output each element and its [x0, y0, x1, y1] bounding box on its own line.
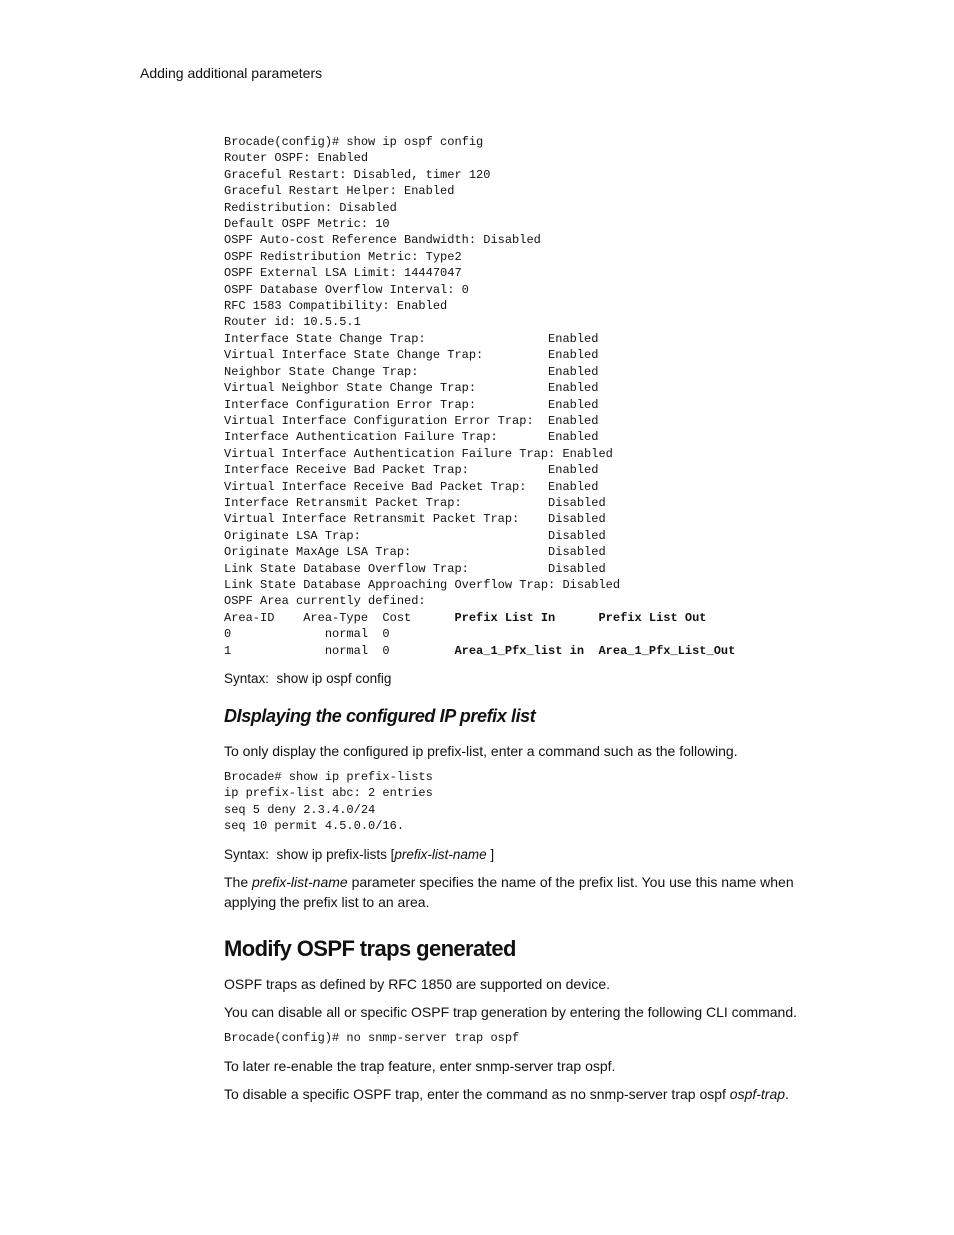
- code-line: Virtual Interface Configuration Error Trap: Enabled: [224, 413, 599, 428]
- area-row-1-prefix-out: Area_1_Pfx_List_Out: [598, 643, 736, 658]
- code-line: Interface Configuration Error Trap: Enabled: [224, 397, 599, 412]
- code-line: Link State Database Approaching Overflow Trap: Disabled: [224, 577, 621, 592]
- paragraph-prefix-list-name: [224, 872, 844, 912]
- code-line: OSPF Auto-cost Reference Bandwidth: Disabled: [224, 233, 541, 248]
- bracket-close: ]: [486, 846, 495, 862]
- paragraph-rfc-1850: OSPF traps as defined by RFC 1850 are supported on device.: [224, 975, 610, 992]
- syntax-label: Syntax:: [224, 671, 270, 686]
- running-header: Adding additional parameters: [140, 65, 323, 81]
- code-line: OSPF Redistribution Metric: Type2: [224, 249, 462, 264]
- text: To later re-enable the trap feature, enter: [224, 1058, 476, 1075]
- code-line: Interface Authentication Failure Trap: Enabled: [224, 430, 599, 445]
- code-line: Redistribution: Disabled: [224, 200, 397, 215]
- area-header-plain: Area-ID Area-Type Cost: [224, 610, 455, 625]
- area-row-0: 0 normal 0: [224, 627, 390, 642]
- param-name: ospf-trap: [729, 1086, 786, 1103]
- text: To disable a specific OSPF trap, enter the command as: [224, 1086, 571, 1103]
- syntax-command: show ip ospf config: [276, 671, 392, 686]
- code-line: seq 10 permit 4.5.0.0/16.: [224, 819, 405, 834]
- text: .: [785, 1086, 789, 1103]
- code-line: Interface State Change Trap: Enabled: [224, 331, 599, 346]
- section-heading-ospf-traps: Modify OSPF traps generated: [224, 935, 516, 961]
- syntax-command: show ip prefix-lists: [276, 846, 387, 862]
- code-line: Virtual Neighbor State Change Trap: Enabled: [224, 381, 599, 396]
- code-line: Graceful Restart: Disabled, timer 120: [224, 167, 491, 182]
- text: The: [224, 873, 253, 890]
- area-header-prefix-in: Prefix List In: [454, 610, 556, 625]
- area-header-gap: [555, 611, 598, 625]
- subheading-prefix-list: DIsplaying the configured IP prefix list: [224, 706, 536, 726]
- syntax-label: Syntax:: [224, 846, 270, 862]
- code-line: Router id: 10.5.5.1: [224, 315, 361, 330]
- code-line: Originate LSA Trap: Disabled: [224, 528, 606, 543]
- area-header-prefix-out: Prefix List Out: [598, 610, 707, 625]
- bracket-open: [: [390, 846, 395, 862]
- syntax-param: prefix-list-name: [394, 846, 487, 862]
- area-row-1-plain: 1 normal 0: [224, 643, 455, 658]
- code-line: OSPF Database Overflow Interval: 0: [224, 282, 469, 297]
- code-line: Brocade(config)# show ip ospf config: [224, 135, 484, 149]
- code-line: Virtual Interface State Change Trap: Enabled: [224, 348, 599, 363]
- page-content: [224, 134, 844, 1104]
- syntax-show-ip-prefix-lists: [224, 847, 844, 862]
- code-line: Brocade(config)# no snmp-server trap ospf: [224, 1030, 520, 1045]
- code-line: Neighbor State Change Trap: Enabled: [224, 364, 599, 379]
- code-line: Originate MaxAge LSA Trap: Disabled: [224, 545, 606, 560]
- code-lines: [224, 770, 433, 833]
- code-line: Virtual Interface Receive Bad Packet Trap: Enabled: [224, 479, 599, 494]
- text: .: [611, 1058, 616, 1075]
- command-text: snmp-server trap ospf: [475, 1058, 612, 1075]
- code-line: Interface Retransmit Packet Trap: Disabled: [224, 495, 606, 510]
- paragraph-disable-specific-trap: [224, 1084, 844, 1104]
- code-block-ospf-config: [224, 134, 844, 659]
- param-name: prefix-list-name: [252, 873, 348, 890]
- code-line: seq 5 deny 2.3.4.0/24: [224, 802, 376, 817]
- paragraph-disable-traps: You can disable all or specific OSPF trap generation by entering the following CLI command.: [224, 1003, 798, 1020]
- code-line: RFC 1583 Compatibility: Enabled: [224, 299, 448, 314]
- code-line: Virtual Interface Authentication Failure Trap: Enabled: [224, 446, 613, 461]
- area-row-1-prefix-in: Area_1_Pfx_list in: [454, 643, 585, 658]
- paragraph-reenable-trap: [224, 1056, 844, 1076]
- code-block-prefix-lists: [224, 769, 844, 835]
- area-row-1-gap: [584, 644, 598, 658]
- code-line: Brocade# show ip prefix-lists: [224, 770, 433, 784]
- code-line: OSPF Area currently defined:: [224, 594, 426, 609]
- code-line: ip prefix-list abc: 2 entries: [224, 786, 433, 801]
- code-line: Virtual Interface Retransmit Packet Trap: Disabled: [224, 512, 606, 527]
- code-lines: [224, 1031, 519, 1045]
- code-line: Graceful Restart Helper: Enabled: [224, 184, 455, 199]
- paragraph-display-prefix-list: To only display the configured ip prefix-list, enter a command such as the following.: [224, 743, 738, 759]
- command-text: no snmp-server trap ospf: [570, 1086, 726, 1103]
- code-line: Router OSPF: Enabled: [224, 151, 369, 166]
- code-line: Default OSPF Metric: 10: [224, 217, 390, 232]
- code-line: OSPF External LSA Limit: 14447047: [224, 266, 462, 281]
- code-line: Interface Receive Bad Packet Trap: Enabled: [224, 463, 599, 478]
- code-block-no-snmp-trap: [224, 1030, 844, 1046]
- code-lines: [224, 135, 620, 608]
- text: parameter specifies the name of the prefix list. You use this name when applying the prefix list to an area.: [224, 873, 794, 910]
- code-line: Link State Database Overflow Trap: Disabled: [224, 561, 606, 576]
- syntax-show-ip-ospf-config: [224, 671, 844, 686]
